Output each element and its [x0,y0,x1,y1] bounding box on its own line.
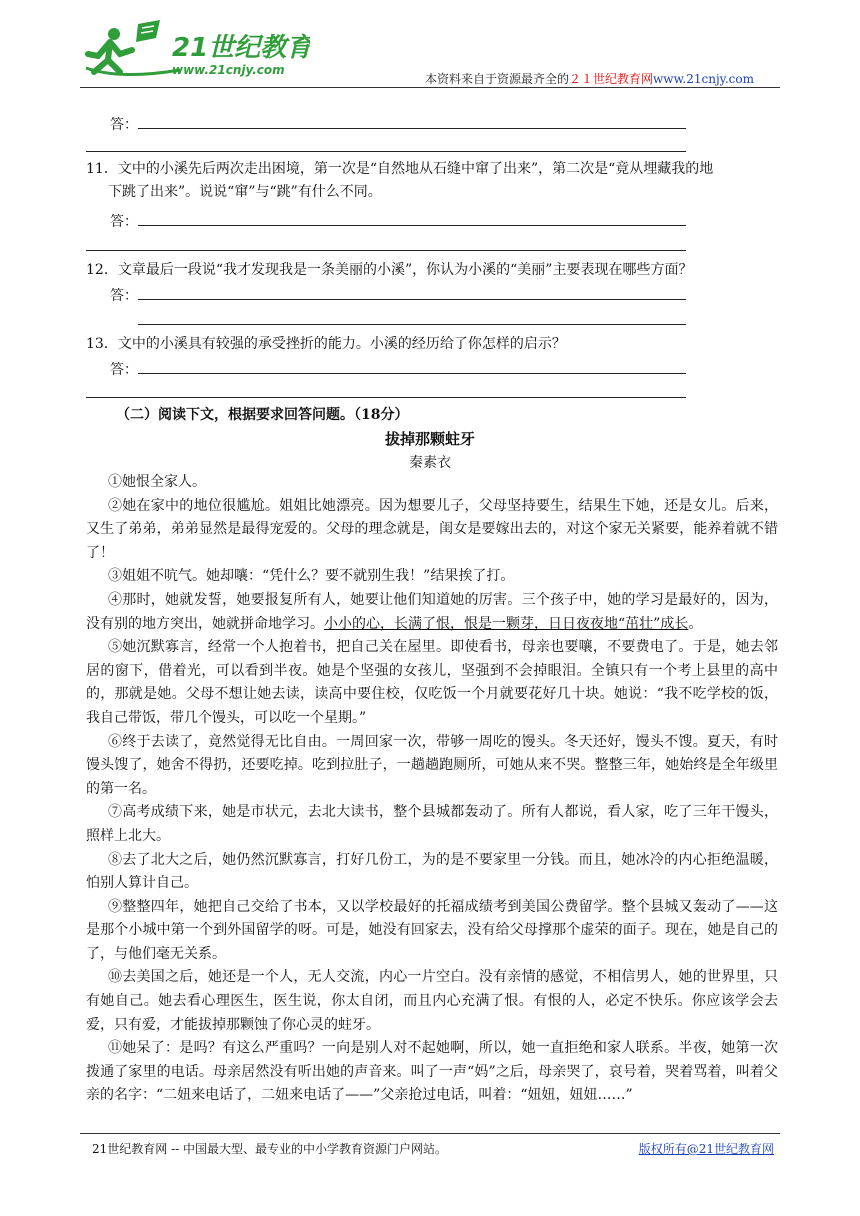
article-author: 秦素衣 [409,455,451,471]
answer-line[interactable] [138,225,686,226]
answer-label: 答： [110,117,138,133]
answer-line[interactable] [138,324,686,325]
answer-line[interactable] [86,250,686,251]
paragraph: ⑧去了北大之后，她仍然沉默寡言，打好几份工，为的是不要家里一分钱。而且，她冰冷的内心拒绝温暖，怕别人算计自己。 [86,851,778,892]
question-13: 13．文中的小溪具有较强的承受挫折的能力。小溪的经历给了你怎样的启示？ [86,336,566,352]
answer-line[interactable] [138,128,686,129]
paragraph: ②她在家中的地位很尴尬。姐姐比她漂亮。因为想要儿子，父母坚持要生，结果生下她，还是女儿。后来，又生了弟弟，弟弟显然是最得宠爱的。父母的理念就是，闺女是要嫁出去的，对这个家无关紧要，能养着就不错了！ [86,497,778,561]
answer-label: 答： [110,214,138,230]
header-divider [80,87,780,88]
header-url-link[interactable]: www.21cnjy.com [653,72,754,86]
footer-divider [80,1133,780,1134]
answer-line[interactable] [138,299,686,300]
answer-label: 答： [110,362,138,378]
answer-line[interactable] [138,373,686,374]
question-11: 11．文中的小溪先后两次走出困境，第一次是“自然地从石缝中窜了出来”，第二次是“竟从埋藏我的地 下跳了出来”。说说“窜”与“跳”有什么不同。 [86,161,714,200]
paragraph: ⑥终于去读了，竟然觉得无比自由。一周回家一次，带够一周吃的馒头。冬天还好，馒头不馊。夏天，有时馒头馊了，她舍不得扔，还要吃掉。吃到拉肚子，一趟趟跑厕所，可她从来不哭。整整三年，她始终是全年级里的第一名。 [86,733,778,797]
paragraph: ③姐姐不吭气。她却嚷：“凭什么？要不就别生我！”结果挨了打。 [108,568,515,585]
svg-text:www.21cnjy.com: www.21cnjy.com [172,63,285,77]
paragraph: ⑦高考成绩下来，她是市状元，去北大读书，整个县城都轰动了。所有人都说，看人家，吃了三年干馒头，照样上北大。 [86,804,778,844]
site-logo [80,20,310,82]
article-body [86,471,778,1108]
footer-copyright-link[interactable]: 版权所有@21世纪教育网 [638,1142,774,1156]
question-12: 12．文章最后一段说“我才发现我是一条美丽的小溪”，你认为小溪的“美丽”主要表现在哪些方面？ [86,262,693,278]
paragraph: ⑨整整四年，她把自己交给了书本，又以学校最好的托福成绩考到美国公费留学。整个县城又轰动了——这是那个小城中第一个到外国留学的呀。可是，她没有回家去，没有给父母撑那个虚荣的面子。现在，她是自己的了，与他们毫无关系。 [86,898,778,962]
paragraph: ④那时，她就发誓，她要报复所有人，她要让他们知道她的厉害。三个孩子中，她的学习是最好的，因为，没有别的地方突出，她就拼命地学习。小小的心，长满了恨，恨是一颗芽，日日夜夜地“茁壮”成长。 [86,591,778,632]
answer-line[interactable] [86,397,686,398]
paragraph: ①她恨全家人。 [108,474,206,490]
svg-text:21世纪教育: 21世纪教育 [172,33,310,63]
answer-line[interactable] [86,151,686,152]
paragraph: ⑪她呆了：是吗？有这么严重吗？一向是别人对不起她啊，所以，她一直拒绝和家人联系。半夜，她第一次拨通了家里的电话。母亲居然没有听出她的声音来。叫了一声“妈”之后，母亲哭了，哀号着，哭着骂着，叫着父亲的名字：“二妞来电话了，二妞来电话了——”父亲抢过电话，叫着：“妞妞，妞妞……” [86,1040,778,1104]
answer-label: 答： [110,288,138,304]
runner-logo-icon [80,20,310,82]
header-site-name: ２１世纪教育网 [569,72,654,86]
footer-site-description: 21世纪教育网 -- 中国最大型、最专业的中小学教育资源门户网站。 [92,1142,448,1156]
paragraph: ⑤她沉默寡言，经常一个人抱着书，把自己关在屋里。即使看书，母亲也要嚷，不要费电了。于是，她去邻居的窗下，借着光，可以看到半夜。她是个坚强的女孩儿，坚强到不会掉眼泪。全镇只有一个考上县里的高中的，那就是她。父母不想让她去读，读高中要住校，仅吃饭一个月就要花好几十块。她说：“我不吃学校的饭，我自己带饭，带几个馒头，可以吃一个星期。” [86,639,778,726]
header-source-note: 本资料来自于资源最齐全的２１世纪教育网www.21cnjy.com [425,72,754,86]
underlined-sentence: 小小的心，长满了恨，恨是一颗芽，日日夜夜地“茁壮”成长 [324,615,689,632]
section-heading: （二）阅读下文，根据要求回答问题。（18分） [116,407,409,423]
paragraph: ⑩去美国之后，她还是一个人，无人交流，内心一片空白。没有亲情的感觉，不相信男人，她的世界里，只有她自己。她去看心理医生，医生说，你太自闭，而且内心充满了恨。有恨的人，必定不快乐。你应该学会去爱，只有爱，才能拔掉那颗蚀了你心灵的蛀牙。 [86,969,778,1033]
article-title: 拔掉那颗蛀牙 [384,430,475,448]
